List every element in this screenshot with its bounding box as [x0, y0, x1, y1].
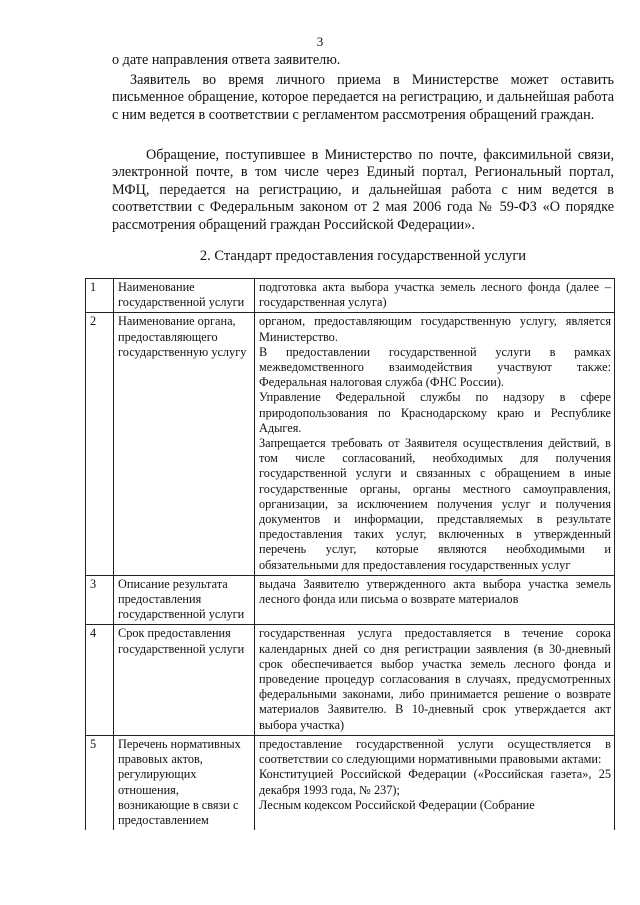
row-content-text: подготовка акта выбора участка земель лесного фонда (далее – государственная услуга)	[259, 280, 611, 310]
row-label: Срок предоставления государственной услуги	[114, 625, 255, 735]
table-row	[86, 625, 615, 735]
row-label: Описание результата предоставления государственной услуги	[114, 575, 255, 625]
row-number: 2	[86, 313, 114, 575]
row-content-text: Лесным кодексом Российской Федерации (Собрание	[259, 797, 535, 812]
row-content-text: Запрещается требовать от Заявителя осуществления действий, в том числе согласований, необходимых для получения государственной услуги и связанных с обращением в иные государственные органы, органы местного самоуправления, организации, за исключением получения услуг и получения документов и информации, представляемых в результате предоставления таких услуг, включенных в утвержденный перечень услуг, которые являются необходимыми и обязательными для предоставления государственных услуг	[259, 436, 611, 572]
row-label: Наименование государственной услуги	[114, 279, 255, 313]
row-number: 1	[86, 279, 114, 313]
row-content-text: предоставление государственной услуги осуществляется в соответствии со следующими нормативными правовыми актами:	[259, 736, 611, 767]
page-number: 3	[316, 34, 324, 49]
table-row	[86, 735, 615, 830]
table-row	[86, 279, 615, 313]
row-content	[255, 625, 615, 735]
intro-paragraph-1: о дате направления ответа заявителю.	[112, 52, 341, 68]
section-title: 2. Стандарт предоставления государственной услуги	[199, 248, 527, 264]
row-content-text: В предоставлении государственной услуги в рамках межведомственного взаимодействия участвуют также: Федеральная налоговая служба (ФНС России).	[259, 344, 611, 390]
table-row	[86, 313, 615, 575]
row-content	[255, 575, 615, 625]
row-label: Наименование органа, предоставляющего государственную услугу	[114, 313, 255, 575]
row-number: 3	[86, 575, 114, 625]
row-content	[255, 735, 615, 830]
table-row	[86, 575, 615, 625]
row-label: Перечень нормативных правовых актов, регулирующих отношения, возникающие в связи с предоставлением	[114, 735, 255, 830]
row-number: 4	[86, 625, 114, 735]
service-standard-table	[85, 278, 615, 830]
row-content	[255, 279, 615, 313]
row-content-text: органом, предоставляющим государственную услугу, является Министерство.	[259, 314, 611, 344]
row-content	[255, 313, 615, 575]
row-content-text: Управление Федеральной службы по надзору в сфере природопользования по Краснодарскому краю и Республике Адыгея.	[259, 390, 611, 435]
intro-paragraph-3: Обращение, поступившее в Министерство по почте, факсимильной связи, электронной почте, в том числе через Единый портал, Региональный портал, МФЦ, передается на регистрацию, и дальнейшая работа с ним ведется в соответствии с Федеральным законом от 2 мая 2006 года № 59-ФЗ «О порядке рассмотрения обращений граждан Российской Федерации».	[112, 147, 614, 233]
row-content-text: Конституцией Российской Федерации («Российская газета», 25 декабря 1993 года, № 237);	[259, 767, 611, 797]
row-content-text: выдача Заявителю утвержденного акта выбора участка земель лесного фонда или письма о возврате материалов	[259, 576, 611, 607]
row-content-text: государственная услуга предоставляется в течение сорока календарных дней со дня регистрации заявления (в 30-дневный срок обеспечивается выбор участка земель лесного фонда и проведение процедур согласования в случаях, предусмотренных федеральными законами, либо принимается решение о возврате материалов Заявителю. В 10-дневный срок утверждается акт выбора участка)	[259, 626, 611, 732]
row-number: 5	[86, 735, 114, 830]
intro-paragraph-2: Заявитель во время личного приема в Министерстве может оставить письменное обращение, которое передается на регистрацию, и дальнейшая работа с ним ведется в соответствии с регламентом рассмотрения обращений граждан.	[112, 72, 614, 123]
